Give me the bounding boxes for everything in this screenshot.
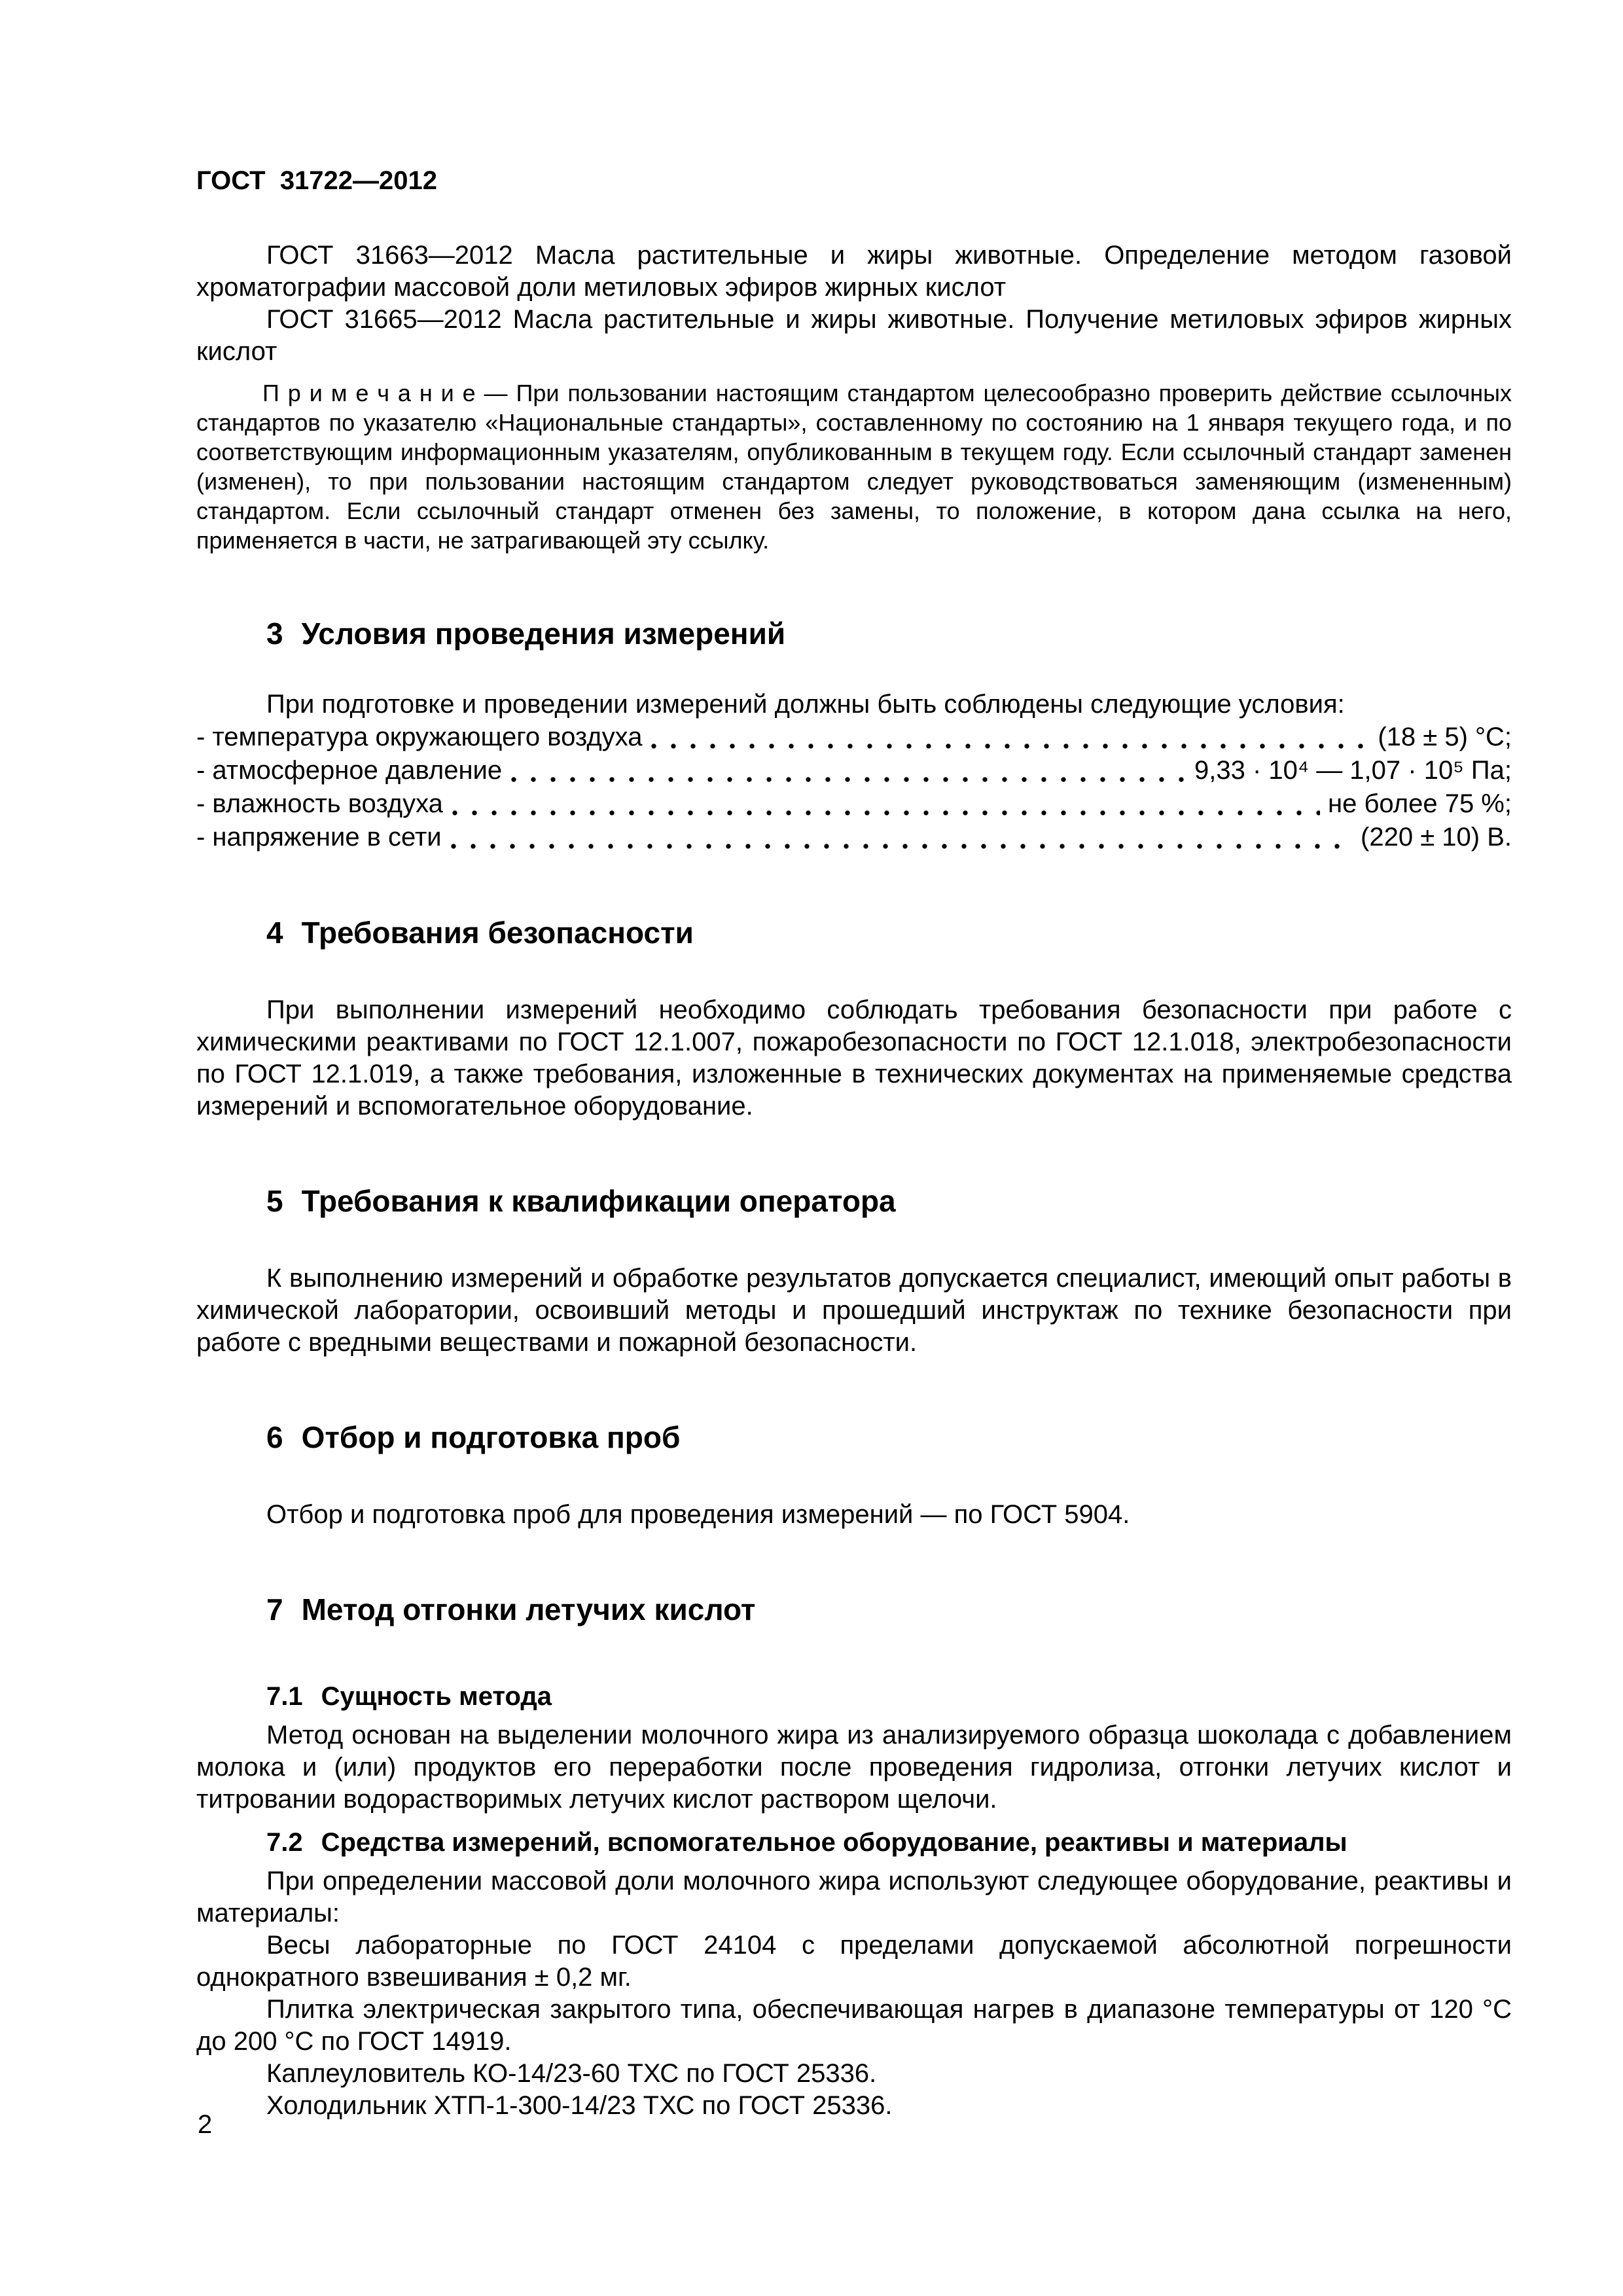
section-5-title: Требования к квалификации оператора	[301, 1184, 896, 1218]
condition-label: - атмосферное давление	[196, 756, 503, 785]
reference-paragraph-2: ГОСТ 31665—2012 Масла растительные и жиры животные. Получение метиловых эфиров жирных кислот	[196, 305, 1512, 366]
section-3-title: Условия проведения измерений	[301, 617, 786, 651]
condition-value: (220 ± 10) В.	[1361, 823, 1512, 852]
section-7-1-title: Сущность метода	[321, 1682, 552, 1711]
equipment-item: Весы лабораторные по ГОСТ 24104 с пределами допускаемой абсолютной погрешности однократного взвешивания ± 0,2 мг.	[196, 1931, 1512, 1992]
condition-value: 9,33 · 10⁴ — 1,07 · 10⁵ Па;	[1194, 756, 1512, 785]
condition-row	[196, 754, 1512, 787]
section-6-heading	[266, 1419, 1512, 1456]
section-4-title: Требования безопасности	[301, 916, 694, 950]
section-5-paragraph: К выполнению измерений и обработке результатов допускается специалист, имеющий опыт работы в химической лаборатории, освоивший методы и прошедший инструктаж по технике безопасности при работе с вредными веществами и пожарной безопасности.	[196, 1264, 1512, 1357]
section-5-number: 5	[266, 1184, 283, 1218]
conditions-list	[196, 721, 1512, 854]
section-7-heading	[266, 1591, 1512, 1628]
note-text: При пользовании настоящим стандартом целесообразно проверить действие ссылочных стандартов по указателю «Национальные стандарты», составленному по состоянию на 1 января текущего года, и по соответствующим информационным указателям, опубликованным в текущем году. Если ссылочный стандарт заменен (изменен), то при пользовании настоящим стандартом следует руководствоваться заменяющим (измененным) стандартом. Если ссылочный стандарт отменен без замены, то положение, в котором дана ссылка на него, применяется в части, не затрагивающей эту ссылку.	[196, 380, 1512, 554]
section-3-heading	[266, 615, 1512, 652]
section-3-number: 3	[266, 617, 283, 651]
section-6-title: Отбор и подготовка проб	[301, 1420, 681, 1454]
section-7-2-intro: При определении массовой доли молочного жира используют следующее оборудование, реактивы и материалы:	[196, 1867, 1512, 1928]
equipment-item: Каплеуловитель КО-14/23-60 ТХС по ГОСТ 25336.	[266, 2059, 877, 2088]
condition-label: - напряжение в сети	[196, 823, 442, 852]
page-number: 2	[198, 2110, 213, 2139]
section-7-title: Метод отгонки летучих кислот	[301, 1592, 756, 1626]
note-label: П р и м е ч а н и е —	[262, 380, 516, 406]
condition-value: (18 ± 5) °С;	[1378, 723, 1512, 751]
page-header: ГОСТ 31722—2012	[196, 166, 438, 195]
condition-label: - влажность воздуха	[196, 789, 443, 818]
leader-dots	[451, 844, 1353, 849]
note-paragraph	[196, 378, 1512, 555]
section-6-paragraph: Отбор и подготовка проб для проведения измерений — по ГОСТ 5904.	[266, 1500, 1130, 1529]
section-7-2-heading	[266, 1826, 1512, 1859]
section-7-number: 7	[266, 1592, 283, 1626]
section-7-1-paragraph: Метод основан на выделении молочного жира из анализируемого образца шоколада с добавлением молока и (или) продуктов его переработки после проведения гидролиза, отгонки летучих кислот и титровании водорастворимых летучих кислот раствором щелочи.	[196, 1721, 1512, 1814]
condition-row	[196, 821, 1512, 854]
section-4-heading	[266, 914, 1512, 951]
section-3-intro: При подготовке и проведении измерений должны быть соблюдены следующие условия:	[266, 690, 1345, 719]
equipment-item: Холодильник ХТП-1-300-14/23 ТХС по ГОСТ 25336.	[266, 2091, 893, 2120]
section-7-1-heading	[266, 1680, 1512, 1713]
leader-dots	[651, 744, 1370, 749]
section-7-2-title: Средства измерений, вспомогательное оборудование, реактивы и материалы	[321, 1828, 1347, 1857]
reference-paragraph-1: ГОСТ 31663—2012 Масла растительные и жиры животные. Определение методом газовой хроматографии массовой доли метиловых эфиров жирных кислот	[196, 241, 1512, 302]
condition-label: - температура окружающего воздуха	[196, 723, 643, 751]
condition-row	[196, 787, 1512, 821]
section-7-2-number: 7.2	[266, 1828, 303, 1857]
section-6-number: 6	[266, 1420, 283, 1454]
section-4-number: 4	[266, 916, 283, 950]
section-4-paragraph: При выполнении измерений необходимо соблюдать требования безопасности при работе с химическими реактивами по ГОСТ 12.1.007, пожаробезопасности по ГОСТ 12.1.018, электробезопасности по ГОСТ 12.1.019, а также требования, изложенные в технических документах на применяемые средства измерений и вспомогательное оборудование.	[196, 996, 1512, 1121]
equipment-item: Плитка электрическая закрытого типа, обеспечивающая нагрев в диапазоне температуры от 120 °С до 200 °С по ГОСТ 14919.	[196, 1995, 1512, 2056]
condition-row	[196, 721, 1512, 754]
leader-dots	[511, 777, 1186, 782]
section-7-1-number: 7.1	[266, 1682, 303, 1711]
leader-dots	[452, 810, 1320, 816]
condition-value: не более 75 %;	[1328, 789, 1512, 818]
section-5-heading	[266, 1183, 1512, 1219]
